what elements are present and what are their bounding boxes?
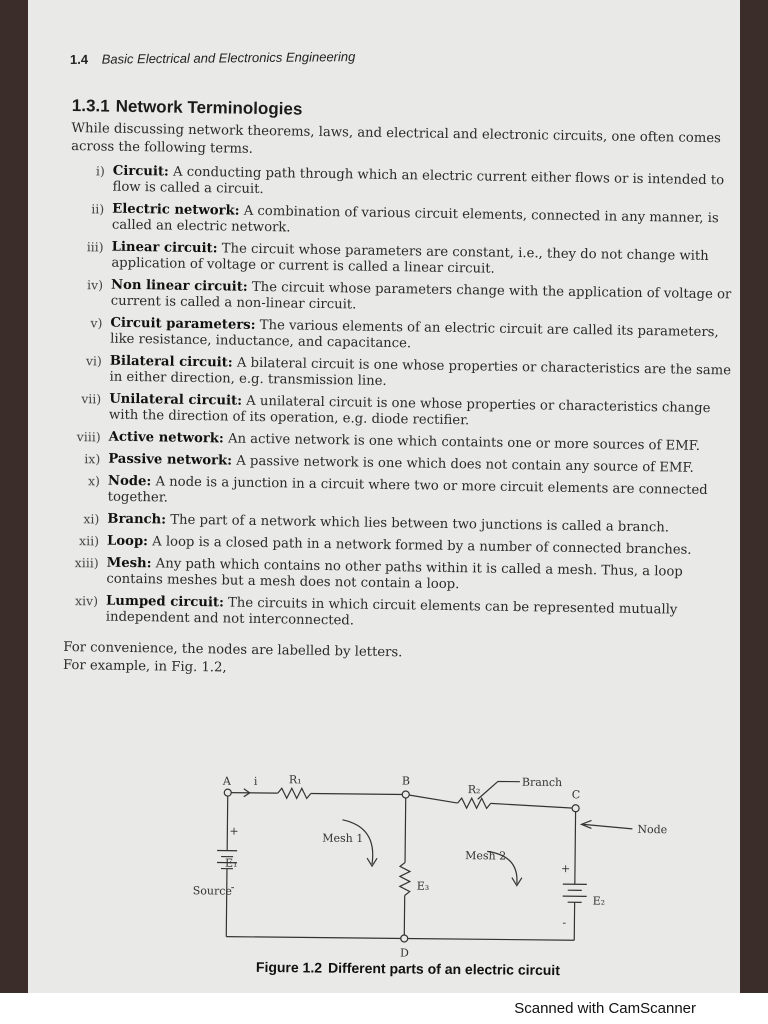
wire-bottom-right [404,938,574,940]
node-c-label: C [571,788,581,802]
wire-r1-b [311,793,406,794]
term-number: v) [90,315,103,331]
term-title: Linear circuit: [111,239,218,257]
term-item [67,353,731,395]
term-item [66,451,730,477]
term-definition: A passive network is one which does not contain any source of EMF. [236,453,694,476]
term-number: viii) [76,429,101,445]
term-definition: An active network is one which containts one or more sources of EMF. [227,431,701,454]
term-item [69,277,733,319]
mesh1-label: Mesh 1 [322,831,364,846]
term-item [65,511,729,537]
page-header [70,45,730,67]
node-pointer-label: Node [637,822,668,837]
term-definition: A conducting path through which an electric current either flows or is intended to flow is called a circuit. [112,164,725,198]
term-title: Lumped circuit: [105,593,224,611]
term-number: vii) [81,391,102,407]
term-title: Branch: [107,511,167,528]
figure-caption-text: Different parts of an electric circuit [327,959,560,979]
terms-list [64,163,735,635]
source-label: Source [192,884,232,898]
mesh2-label: Mesh 2 [465,849,507,863]
circuit-figure [166,770,728,993]
after-text [63,639,727,684]
term-definition: A unilateral circuit is one whose properties or characteristics change with the direction of its operation, e.g. diode rectifier. [108,393,711,429]
e1-minus-label: - [230,880,235,894]
term-number: xii) [78,533,100,549]
figure-caption [256,959,560,978]
term-title: Non linear circuit: [110,277,248,295]
term-title: Mesh: [106,555,152,572]
term-number: ii) [91,201,105,217]
section-title: Network Terminologies [115,96,303,119]
e2-label: E₂ [592,894,606,908]
node-a-marker [224,789,231,796]
section-intro: While discussing network theorems, laws, and electrical and electronic circuits, one often comes across the following terms. [71,120,721,157]
term-definition: A combination of various circuit elements, connected in any manner, is called an electric network. [111,203,719,236]
term-definition: A bilateral circuit is one whose properties or characteristics are the same in either direction, e.g. transmission line. [109,355,732,389]
term-definition: The part of a network which lies between two junctions is called a branch. [170,512,670,536]
r2-label: R₂ [467,783,481,797]
term-item [70,201,734,243]
term-title: Circuit: [112,163,169,180]
after-line-1: For convenience, the nodes are labelled by letters. [63,639,403,661]
wire-a-r1 [228,793,278,794]
wire-e1-bottom [226,869,227,937]
node-d-label: D [400,946,409,960]
e2-minus-label: - [562,916,567,930]
term-number: iii) [86,239,104,255]
term-definition: A loop is a closed path in a network formed by a number of connected branches. [152,534,692,558]
e1-plus-label: + [229,824,239,838]
scanner-watermark: Scanned with CamScanner [514,1000,696,1017]
wire-b-e3 [405,794,406,862]
branch-leader [478,781,520,799]
book-page [28,0,740,993]
resistor-r2 [458,798,491,808]
term-number: x) [87,473,101,489]
current-label: i [253,774,258,788]
e3-label: E₃ [416,879,430,893]
term-item [67,391,731,433]
e1-label: E₁ [224,856,238,870]
term-definition: The circuit whose parameters are constant, i.e., they do not change with application of voltage or current is called a linear circuit. [111,241,709,277]
term-number: vi) [85,353,102,369]
resistor-r1 [278,788,311,798]
term-title: Node: [107,473,152,490]
after-line-2: For example, in Fig. 1.2, [62,657,227,675]
page-content [63,96,736,684]
node-a-label: A [222,774,231,788]
wire-b-r2 [406,794,458,803]
term-item [70,163,734,205]
term-definition: Any path which contains no other paths within it is called a mesh. Thus, a loop contains meshes but a mesh does not contain a loop. [106,556,683,593]
node-b-label: B [401,774,411,788]
term-definition: The circuit whose parameters change with the application of voltage or current is called a non-linear circuit. [110,279,732,313]
figure-caption-label: Figure 1.2 [255,958,323,976]
term-number: iv) [86,277,104,293]
wire-a-e1 [227,793,228,851]
term-number: xiii) [74,555,99,571]
term-title: Active network: [108,429,224,447]
resistor-e3 [400,862,410,895]
term-item [69,239,733,281]
book-title: Basic Electrical and Electronics Engineering [101,49,356,67]
term-number: xi) [83,511,100,527]
wire-r2-c [491,803,576,808]
term-number: i) [95,163,105,179]
term-item [64,593,728,635]
term-item [65,533,729,559]
circuit-diagram [166,770,728,979]
wire-bottom-left [226,937,404,939]
term-title: Unilateral circuit: [109,391,243,409]
term-item [67,429,731,455]
term-definition: A node is a junction in a circuit where two or more circuit elements are connected together. [107,474,708,506]
node-c-marker [572,805,579,812]
branch-label: Branch [521,775,563,790]
r1-label: R₁ [288,773,302,787]
term-title: Loop: [106,533,149,550]
node-b-marker [402,791,409,798]
term-number: xiv) [74,593,99,609]
node-d-marker [401,935,408,942]
term-number: ix) [84,451,101,467]
term-title: Electric network: [112,201,240,219]
term-title: Bilateral circuit: [109,353,233,371]
e2-plus-label: + [560,862,571,876]
term-definition: The various elements of an electric circuit are called its parameters, like resistance, inductance, and capacitance. [110,317,719,352]
section-number: 1.3.1 [71,96,110,116]
wire-c-e2 [575,808,576,884]
term-item [64,555,728,597]
term-title: Circuit parameters: [110,315,256,333]
page-number: 1.4 [69,51,89,67]
term-title: Passive network: [108,451,233,469]
term-item [68,315,732,357]
term-definition: The circuits in which circuit elements can be represented mutually independent and not interconnected. [105,595,678,629]
term-item [66,473,730,515]
